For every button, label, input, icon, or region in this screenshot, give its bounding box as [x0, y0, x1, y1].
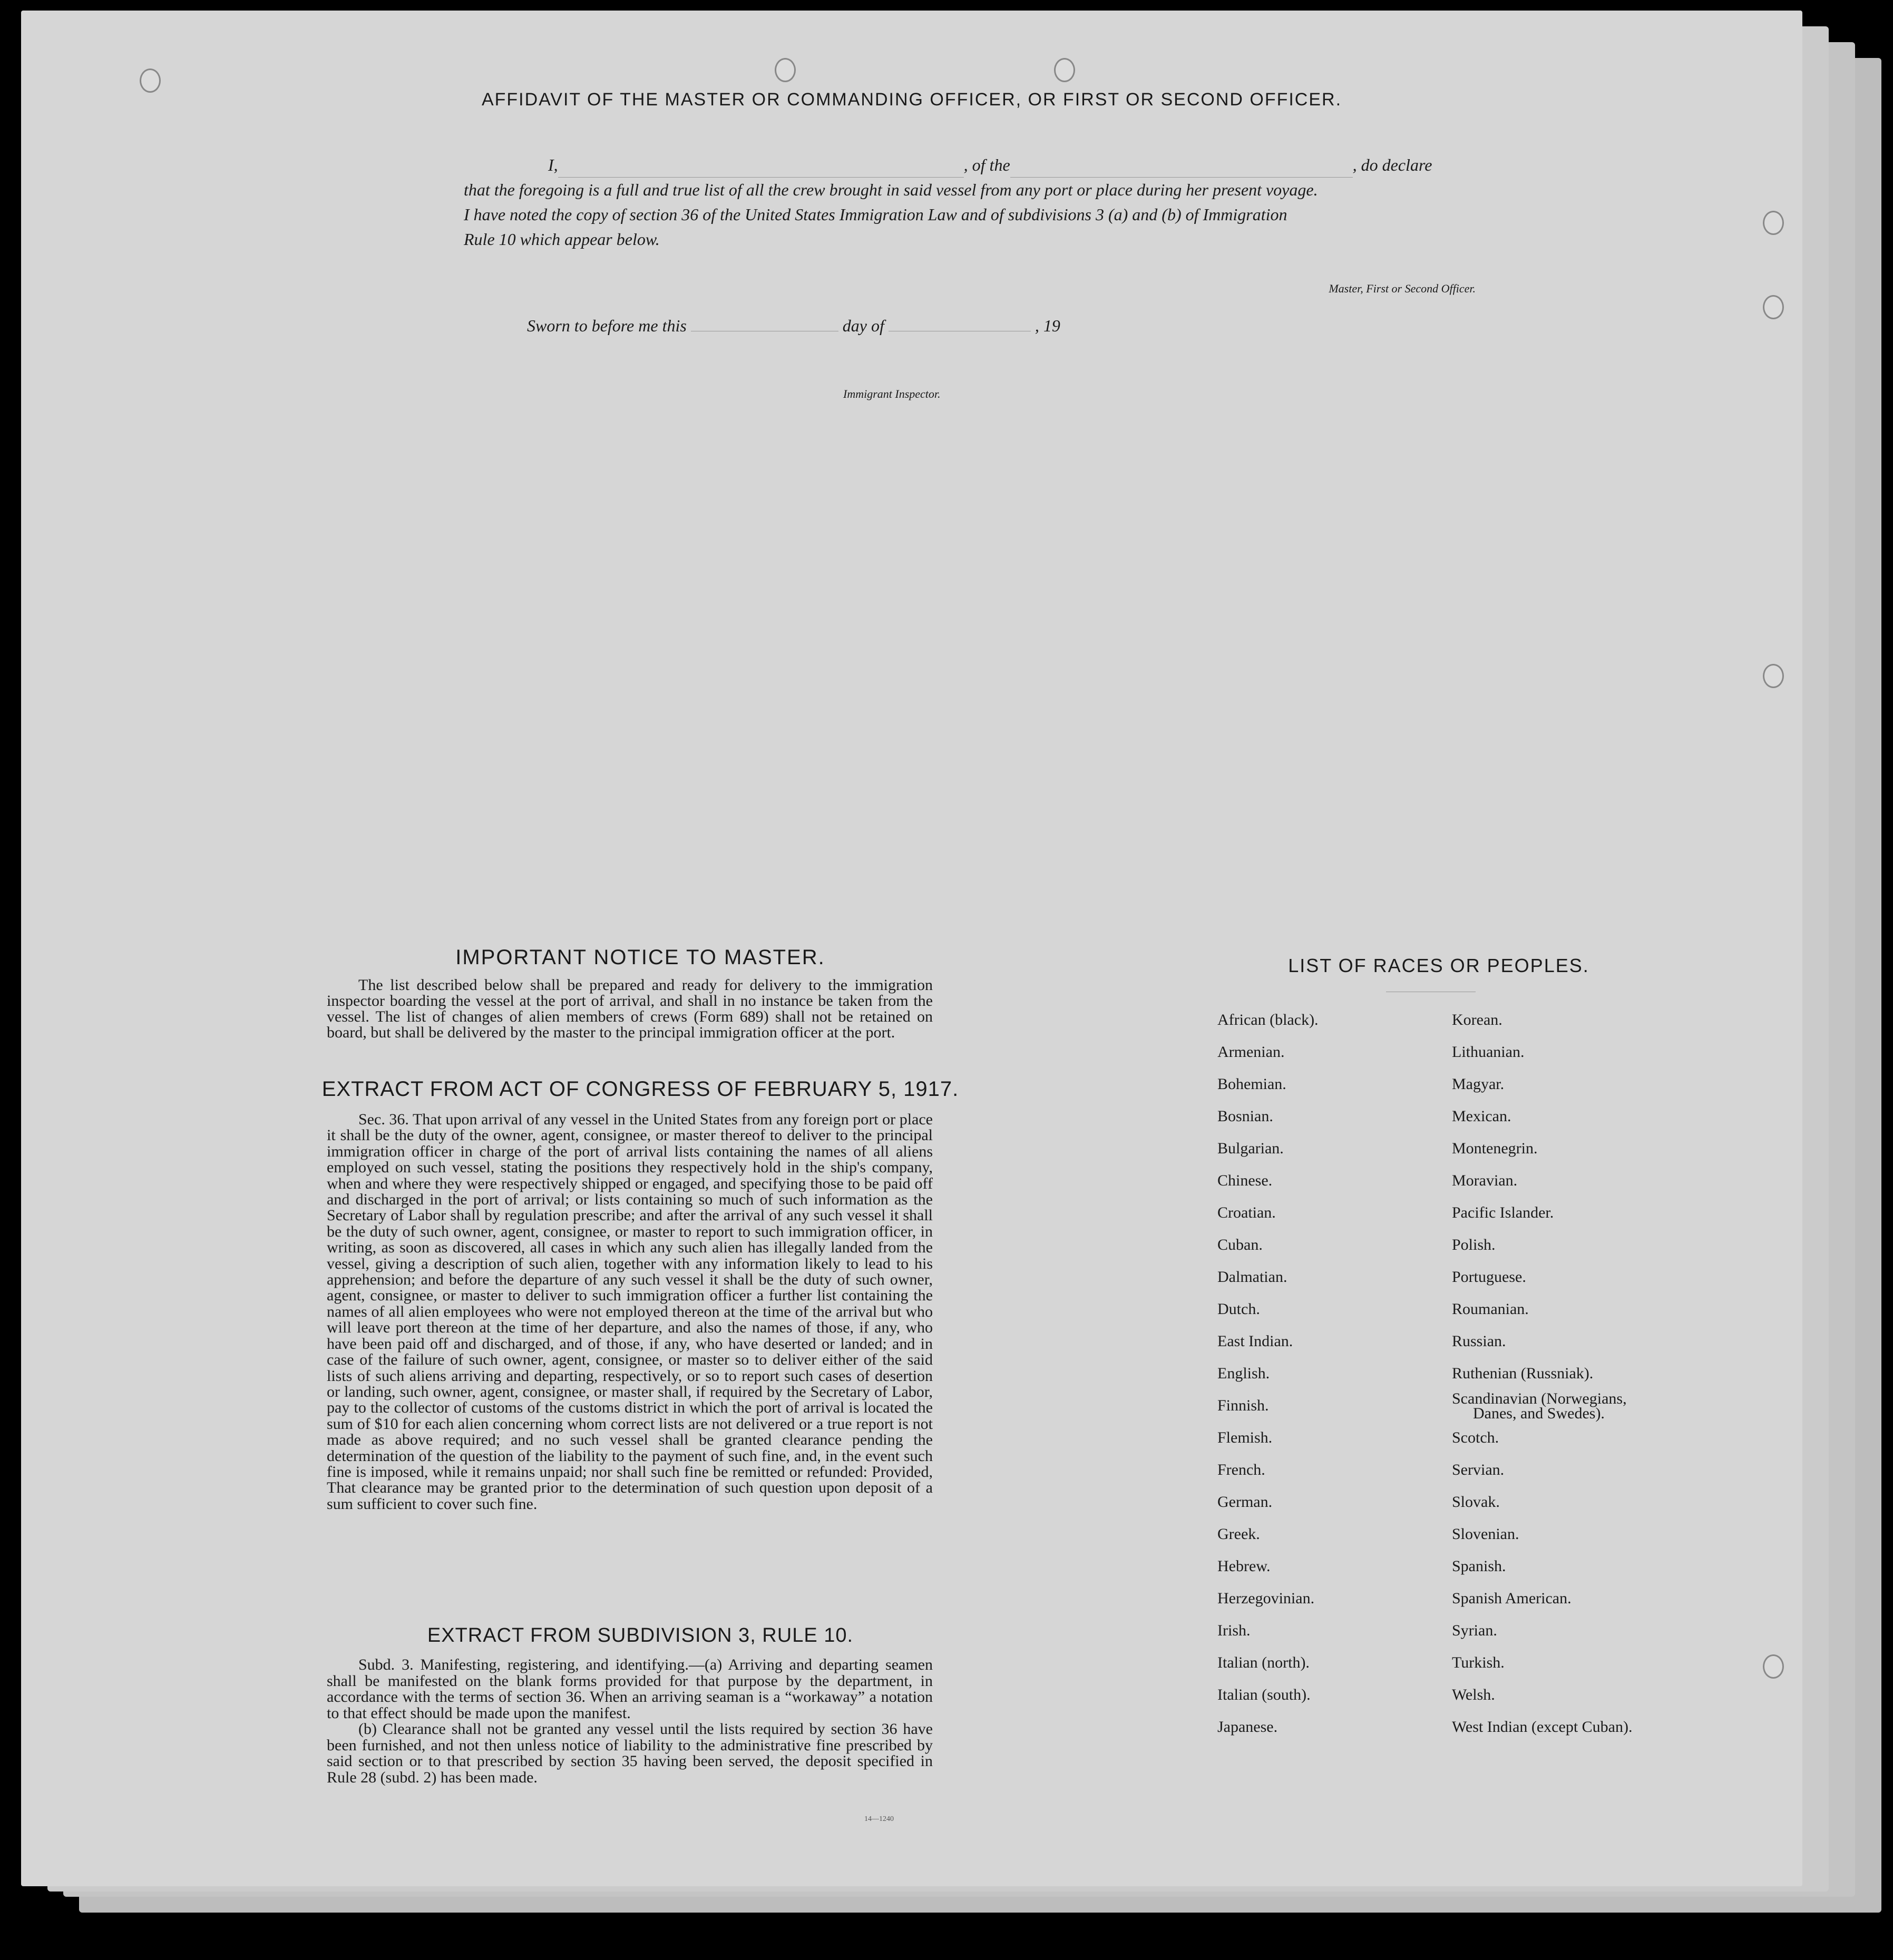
- sworn-label: Sworn to before me this: [527, 316, 687, 335]
- race-item: Syrian.: [1452, 1622, 1497, 1639]
- race-item: Hebrew.: [1217, 1557, 1271, 1575]
- sworn-line: [527, 316, 1060, 336]
- document-page: [21, 11, 1802, 1886]
- race-item: Mexican.: [1452, 1108, 1511, 1125]
- affidavit-title: AFFIDAVIT OF THE MASTER OR COMMANDING OFFICER, OR FIRST OR SECOND OFFICER.: [481, 90, 1342, 110]
- race-item: Flemish.: [1217, 1429, 1273, 1446]
- year-label: , 19: [1035, 316, 1060, 335]
- race-item: Korean.: [1452, 1011, 1502, 1028]
- affidavit-line-3: I have noted the copy of section 36 of the United States Immigration Law and of subdivisions 3 (a) and (b) of Immigration: [464, 205, 1287, 224]
- race-item: Finnish.: [1217, 1397, 1269, 1414]
- race-item: East Indian.: [1217, 1332, 1293, 1350]
- act-extract-title: EXTRACT FROM ACT OF CONGRESS OF FEBRUARY 5, 1917.: [321, 1077, 959, 1101]
- race-item: Dutch.: [1217, 1300, 1260, 1318]
- race-item: Russian.: [1452, 1332, 1506, 1350]
- race-item-line: Danes, and Swedes).: [1473, 1405, 1605, 1422]
- race-item: Spanish American.: [1452, 1590, 1572, 1607]
- name-blank: [558, 153, 964, 178]
- race-item: Polish.: [1452, 1236, 1496, 1253]
- race-item: Roumanian.: [1452, 1300, 1529, 1318]
- race-item: Greek.: [1217, 1525, 1260, 1543]
- race-item: Turkish.: [1452, 1654, 1505, 1671]
- race-item: Croatian.: [1217, 1204, 1276, 1221]
- race-item: African (black).: [1217, 1011, 1319, 1028]
- race-item: Italian (south).: [1217, 1686, 1311, 1703]
- races-title: LIST OF RACES OR PEOPLES.: [1288, 955, 1589, 976]
- punch-hole-icon: [1054, 58, 1075, 82]
- race-item: West Indian (except Cuban).: [1452, 1718, 1633, 1736]
- affidavit-line-2: that the foregoing is a full and true list of all the crew brought in said vessel from any port or place during her present voyage.: [464, 180, 1318, 199]
- rule-extract-title: EXTRACT FROM SUBDIVISION 3, RULE 10.: [427, 1624, 854, 1647]
- notice-body: The list described below shall be prepared and ready for delivery to the immigration inspector boarding the vessel at the port of arrival, and shall in no instance be taken from the vessel. The list of changes of alien members of crews (Form 689) shall not be retained on board, but shall be delivered by the master to the principal immigration officer at the port.: [327, 976, 933, 1041]
- inspector-label: Immigrant Inspector.: [843, 387, 941, 400]
- race-item: Montenegrin.: [1452, 1140, 1538, 1157]
- race-item: Italian (north).: [1217, 1654, 1310, 1671]
- race-item: Japanese.: [1217, 1718, 1278, 1736]
- race-item-scandinavian: [1452, 1389, 1694, 1422]
- race-item: Bosnian.: [1217, 1108, 1273, 1125]
- race-item: Servian.: [1452, 1461, 1505, 1478]
- signature-label: Master, First or Second Officer.: [1329, 282, 1476, 295]
- race-item: Welsh.: [1452, 1686, 1495, 1703]
- affidavit-line-4: Rule 10 which appear below.: [464, 230, 660, 249]
- race-item: Moravian.: [1452, 1172, 1518, 1189]
- punch-hole-icon: [1763, 295, 1784, 319]
- affidavit-line-1: [464, 153, 1491, 178]
- affidavit-body: [464, 153, 1491, 252]
- race-item: Portuguese.: [1452, 1268, 1526, 1286]
- punch-hole-icon: [1763, 1654, 1784, 1679]
- affidavit-of-the: , of the: [963, 155, 1010, 174]
- rule-para-a: Subd. 3. Manifesting, registering, and identifying.—(a) Arriving and departing seamen shall be manifested on the blank forms provided for that purpose by the department, in accordance with the terms of section 36. When an arriving seaman is a “workaway” a notation to that effect should be made upon the manifest.: [327, 1656, 933, 1722]
- affidavit-do-declare: , do declare: [1352, 155, 1432, 174]
- race-item: German.: [1217, 1493, 1273, 1511]
- race-item: Pacific Islander.: [1452, 1204, 1554, 1221]
- race-item: Armenian.: [1217, 1043, 1285, 1061]
- vessel-blank: [1010, 153, 1353, 178]
- rule-extract-body: [327, 1657, 933, 1786]
- race-item: Ruthenian (Russniak).: [1452, 1365, 1594, 1382]
- race-item: Bulgarian.: [1217, 1140, 1284, 1157]
- affidavit-i: I,: [548, 155, 558, 174]
- race-item: Scotch.: [1452, 1429, 1499, 1446]
- race-item: Herzegovinian.: [1217, 1590, 1315, 1607]
- punch-hole-icon: [1763, 211, 1784, 235]
- race-item: Chinese.: [1217, 1172, 1273, 1189]
- race-item-line: Scandinavian (Norwegians,: [1452, 1390, 1627, 1407]
- race-item: English.: [1217, 1365, 1270, 1382]
- punch-hole-icon: [775, 58, 796, 82]
- day-of-label: day of: [842, 316, 884, 335]
- race-item: Spanish.: [1452, 1557, 1506, 1575]
- race-item: Bohemian.: [1217, 1075, 1286, 1093]
- race-item: Magyar.: [1452, 1075, 1505, 1093]
- race-item: Cuban.: [1217, 1236, 1263, 1253]
- act-extract-body: Sec. 36. That upon arrival of any vessel in the United States from any foreign port or place it shall be the duty of the owner, agent, consignee, or master thereof to deliver to the principal immigration officer in charge of the port of arrival lists containing the names of all aliens employed on such vessel, stating the positions they respectively hold in the ship's company, when and where they were respectively shipped or engaged, and specifying those to be paid off and discharged in the port of arrival; or lists containing so much of such information as the Secretary of Labor shall by regulation prescribe; and after the arrival of any such vessel it shall be the duty of such owner, agent, consignee, or master to report to such immigration officer, in writing, as soon as discovered, all cases in which any such alien has illegally landed from the vessel, giving a description of such alien, together with any information likely to lead to his apprehension; and before the departure of any such vessel it shall be the duty of such owner, agent, consignee, or master to deliver to such immigration officer a further list containing the names of all alien employees who were not employed thereon at the time of the arrival but who will leave port thereon at the time of her departure, and also the names of those, if any, who have been paid off and discharged, and of those, if any, who have deserted or landed; and in case of the failure of such owner, agent, consignee, or master so to deliver either of the said lists of such aliens arriving and departing, respectively, or so to report such cases of desertion or landing, such owner, agent, consignee, or master shall, if required by the Secretary of Labor, pay to the collector of customs of the customs district in which the port of arrival is located the sum of $10 for each alien concerning whom correct lists are not delivered or a true report is not made as above required; and no such vessel shall be granted clearance pending the determination of the question of the liability to the payment of such fine, and, in the event such fine is imposed, while it remains unpaid; nor shall such fine be remitted or refunded: Provided, That clearance may be granted prior to the determination of such question upon deposit of a sum sufficient to cover such fine.: [327, 1111, 933, 1513]
- notice-title: IMPORTANT NOTICE TO MASTER.: [455, 946, 825, 969]
- rule-para-b: (b) Clearance shall not be granted any vessel until the lists required by section 36 have been furnished, and not then unless notice of liability to the administrative fine prescribed by said section or to that prescribed by section 35 having been served, the deposit specified in Rule 28 (subd. 2) has been made.: [327, 1720, 933, 1786]
- race-item: Slovak.: [1452, 1493, 1500, 1511]
- form-number: 14—1240: [864, 1815, 894, 1823]
- race-item: Irish.: [1217, 1622, 1251, 1639]
- punch-hole-icon: [1763, 664, 1784, 688]
- race-item: Dalmatian.: [1217, 1268, 1287, 1286]
- races-right-column: [1452, 1004, 1694, 1743]
- race-item: Lithuanian.: [1452, 1043, 1525, 1061]
- race-item: French.: [1217, 1461, 1265, 1478]
- races-left-column: [1217, 1004, 1428, 1743]
- race-item: Slovenian.: [1452, 1525, 1519, 1543]
